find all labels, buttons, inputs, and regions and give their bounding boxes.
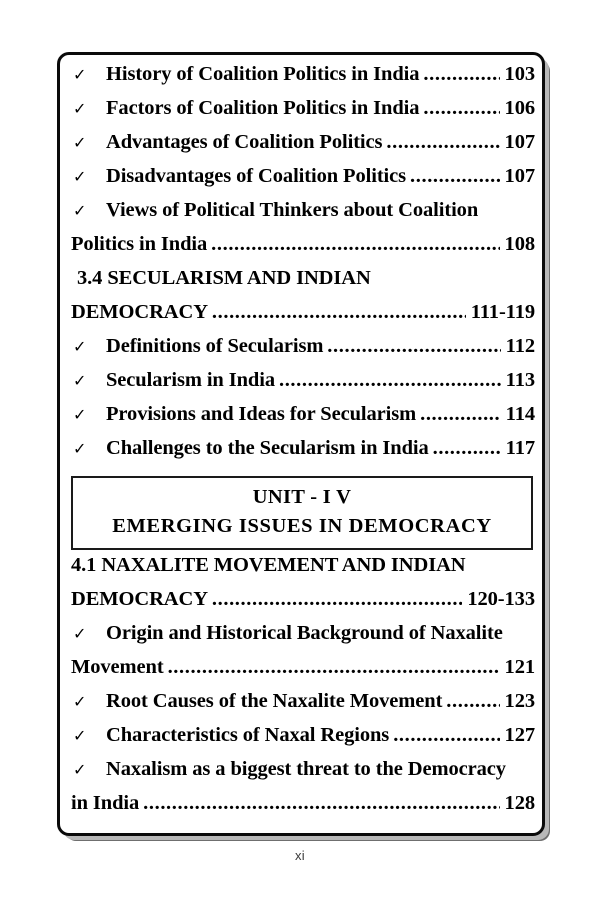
toc-entry[interactable] bbox=[69, 438, 535, 472]
dot-leader bbox=[423, 64, 499, 85]
toc-entry-page: 114 bbox=[505, 403, 535, 425]
check-icon: ✓ bbox=[73, 692, 87, 712]
toc-entry-title: Naxalism as a biggest threat to the Democracy bbox=[106, 758, 506, 781]
check-icon: ✓ bbox=[73, 439, 87, 458]
toc-entry-page: 108 bbox=[504, 233, 535, 255]
toc-section-heading[interactable] bbox=[69, 555, 535, 589]
dot-leader bbox=[446, 691, 499, 712]
dot-leader bbox=[386, 132, 499, 153]
toc-entry[interactable] bbox=[69, 132, 535, 166]
toc-entry-page: 107 bbox=[504, 165, 535, 187]
dot-leader bbox=[212, 589, 462, 610]
page-folio: xi bbox=[295, 848, 305, 863]
toc-entry-continuation[interactable] bbox=[69, 234, 535, 268]
toc-entry[interactable] bbox=[69, 64, 535, 98]
toc-entry-title-cont: Movement bbox=[71, 656, 164, 679]
toc-entry-title: Secularism in India bbox=[106, 369, 275, 391]
toc-section-title-cont: DEMOCRACY bbox=[71, 588, 208, 611]
toc-page-frame bbox=[57, 52, 545, 836]
dot-leader bbox=[212, 302, 466, 323]
toc-entry-title-cont: in India bbox=[71, 792, 140, 815]
check-icon: ✓ bbox=[73, 405, 87, 424]
check-icon: ✓ bbox=[73, 167, 87, 186]
toc-section-page: 120-133 bbox=[467, 588, 535, 611]
toc-entry-title-cont: Politics in India bbox=[71, 233, 208, 255]
toc-entry-page: 127 bbox=[504, 724, 535, 747]
unit-label: UNIT - I V bbox=[252, 486, 352, 508]
toc-section-heading[interactable] bbox=[69, 268, 535, 302]
toc-entry-page: 128 bbox=[504, 792, 535, 815]
toc-entry-title: Factors of Coalition Politics in India bbox=[106, 97, 420, 119]
toc-entry-title: Advantages of Coalition Politics bbox=[106, 131, 383, 153]
check-icon: ✓ bbox=[73, 133, 87, 152]
toc-entry-title: Characteristics of Naxal Regions bbox=[106, 724, 390, 747]
toc-entry[interactable] bbox=[69, 166, 535, 200]
toc-entry[interactable] bbox=[69, 370, 535, 404]
toc-section-title: 3.4 SECULARISM AND INDIAN bbox=[77, 267, 371, 289]
dot-leader bbox=[423, 98, 499, 119]
toc-entry-page: 112 bbox=[505, 335, 535, 357]
dot-leader bbox=[327, 336, 500, 357]
dot-leader bbox=[211, 234, 499, 255]
dot-leader bbox=[168, 657, 500, 678]
toc-entry-page: 107 bbox=[504, 131, 535, 153]
toc-entry-continuation[interactable] bbox=[69, 657, 535, 691]
unit-heading-box bbox=[71, 476, 533, 550]
toc-entry-page: 103 bbox=[504, 63, 535, 85]
toc-entry-title: Provisions and Ideas for Secularism bbox=[106, 403, 417, 425]
toc-entry[interactable] bbox=[69, 98, 535, 132]
toc-section-title: 4.1 NAXALITE MOVEMENT AND INDIAN bbox=[71, 554, 466, 577]
toc-entry-page: 117 bbox=[505, 437, 535, 459]
toc-section-page: 111-119 bbox=[470, 301, 535, 323]
toc-entry-continuation[interactable] bbox=[69, 793, 535, 827]
toc-entry-title: Origin and Historical Background of Naxalite bbox=[106, 622, 503, 645]
toc-entry-title: Views of Political Thinkers about Coalition bbox=[106, 199, 479, 221]
toc-entry-page: 106 bbox=[504, 97, 535, 119]
dot-leader bbox=[410, 166, 500, 187]
toc-entry[interactable] bbox=[69, 336, 535, 370]
toc-section-title-cont: DEMOCRACY bbox=[71, 301, 208, 323]
check-icon: ✓ bbox=[73, 337, 87, 356]
unit-title: EMERGING ISSUES IN DEMOCRACY bbox=[112, 515, 492, 538]
check-icon: ✓ bbox=[73, 99, 87, 118]
dot-leader bbox=[433, 438, 501, 459]
toc-entry-title: Challenges to the Secularism in India bbox=[106, 437, 429, 459]
toc-entry-title: Definitions of Secularism bbox=[106, 335, 324, 357]
toc-entry-page: 121 bbox=[504, 656, 535, 679]
toc-entry-title: History of Coalition Politics in India bbox=[106, 63, 420, 85]
toc-entry-page: 123 bbox=[504, 690, 535, 713]
toc-entry[interactable] bbox=[69, 691, 535, 725]
check-icon: ✓ bbox=[73, 371, 87, 390]
check-icon: ✓ bbox=[73, 760, 87, 780]
toc-entry[interactable] bbox=[69, 725, 535, 759]
toc-section-continuation[interactable] bbox=[69, 302, 535, 336]
check-icon: ✓ bbox=[73, 726, 87, 746]
toc-entry-page: 113 bbox=[505, 369, 535, 391]
dot-leader bbox=[420, 404, 501, 425]
toc-entry[interactable] bbox=[69, 759, 535, 793]
dot-leader bbox=[143, 793, 499, 814]
toc-content bbox=[60, 55, 542, 833]
toc-entry[interactable] bbox=[69, 404, 535, 438]
toc-entry-title: Disadvantages of Coalition Politics bbox=[106, 165, 407, 187]
toc-entry[interactable] bbox=[69, 200, 535, 234]
toc-entry[interactable] bbox=[69, 623, 535, 657]
toc-entry-title: Root Causes of the Naxalite Movement bbox=[106, 690, 443, 713]
dot-leader bbox=[279, 370, 501, 391]
dot-leader bbox=[393, 725, 499, 746]
check-icon: ✓ bbox=[73, 65, 87, 84]
toc-section-continuation[interactable] bbox=[69, 589, 535, 623]
check-icon: ✓ bbox=[73, 201, 87, 220]
check-icon: ✓ bbox=[73, 624, 87, 644]
